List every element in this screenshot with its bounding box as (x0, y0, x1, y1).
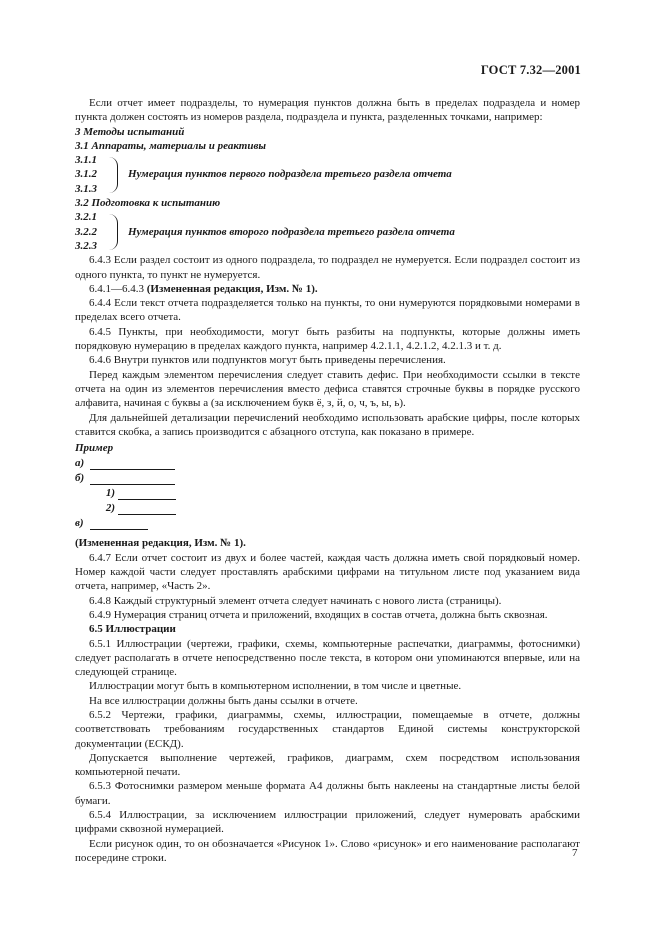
example-subsection-1-title: 3.1 Аппараты, материалы и реактивы (75, 139, 266, 152)
example-row-1 (75, 485, 580, 500)
section-6-5-heading: 6.5 Иллюстрации (89, 623, 176, 636)
paragraph-6-4-7: 6.4.7 Если отчет состоит из двух и более частей, каждая часть должна иметь свой порядковый номер. Номер каждой части следует проставлять арабскими цифрами на титульном листе под указанием вида отчета, например, «Часть 2». (75, 551, 580, 593)
paragraph-6-4-1-amendment (75, 282, 580, 296)
enum-letter: в) (75, 517, 84, 530)
example-row-v (75, 515, 580, 530)
brace-note: Нумерация пунктов первого подраздела третьего раздела отчета (128, 168, 452, 181)
example-section-title: 3 Методы испытаний (75, 125, 185, 138)
paragraph-6-5-2: 6.5.2 Чертежи, графики, диаграммы, схемы, иллюстрации, помещаемые в отчете, должны соответствовать требованиям государственных стандартов Единой системы конструкторской документации (ЕСКД). (75, 708, 580, 750)
page-number: 7 (572, 847, 578, 859)
paragraph-6-4-8: 6.4.8 Каждый структурный элемент отчета следует начинать с нового листа (страницы). (89, 594, 502, 607)
blank-line (90, 519, 148, 530)
item-number: 3.1.2 (75, 168, 97, 181)
brace-note: Нумерация пунктов второго подраздела третьего раздела отчета (128, 225, 455, 238)
enum-number: 1) (105, 487, 115, 500)
paragraph-defis: Перед каждым элементом перечисления следует ставить дефис. При необходимости ссылки в тексте отчета на один из элементов перечисления вместо дефиса ставятся строчные буквы в порядке русского алфавита, начиная с буквы а (за исключением букв ё, з, й, о, ч, ъ, ы, ь). (75, 368, 580, 410)
example-subsection-2-items (75, 210, 580, 253)
enum-number: 2) (105, 502, 115, 515)
paragraph-detail: Для дальнейшей детализации перечислений необходимо использовать арабские цифры, после которых ставится скобка, а запись производится с абзацного отступа, как показано в примере. (75, 411, 580, 438)
paragraph-6-4-3: 6.4.3 Если раздел состоит из одного подраздела, то подраздел не нумеруется. Если подраздел состоит из одного пункта, то пункт не нумеруется. (75, 254, 580, 281)
page-body (75, 96, 580, 865)
paragraph-6-5-1: 6.5.1 Иллюстрации (чертежи, графики, схемы, компьютерные распечатки, диаграммы, фотоснимки) следует располагать в отчете непосредственно после текста, в котором они упоминаются впервые, или на следующей странице. (75, 637, 580, 679)
item-number: 3.1.3 (75, 182, 97, 195)
paragraph-allowed: Допускается выполнение чертежей, графиков, диаграмм, схем посредством использования компьютерной печати. (75, 751, 580, 779)
brace (109, 214, 118, 250)
paragraph-6-4-4: 6.4.4 Если текст отчета подразделяется только на пункты, то они нумеруются порядковыми номерами в пределах всего отчета. (75, 297, 580, 324)
example-row-b (75, 470, 580, 485)
example-title: Пример (75, 442, 114, 455)
blank-line (118, 504, 176, 515)
paragraph-single-figure: Если рисунок один, то он обозначается «Рисунок 1». Слово «рисунок» и его наименование располагают посередине строки. (75, 837, 580, 864)
blank-line (90, 474, 175, 485)
paragraph-intro: Если отчет имеет подразделы, то нумерация пунктов должна быть в пределах подраздела и номер пункта должен состоять из номеров раздела, подраздела и пункта, разделенных точками, например: (75, 97, 580, 124)
example-row-2 (75, 500, 580, 515)
amendment-note: (Измененная редакция, Изм. № 1). (146, 282, 318, 295)
enum-letter: б) (75, 472, 85, 485)
paragraph-computer-illustrations: Иллюстрации могут быть в компьютерном исполнении, в том числе и цветные. (89, 680, 462, 693)
standard-header: ГОСТ 7.32—2001 (480, 63, 581, 77)
item-number: 3.2.3 (75, 239, 97, 252)
amendment-note-2: (Измененная редакция, Изм. № 1). (75, 537, 246, 550)
brace (109, 157, 118, 193)
paragraph-6-4-9: 6.4.9 Нумерация страниц отчета и приложений, входящих в состав отчета, должна быть сквозная. (89, 608, 548, 621)
example-row-a (75, 455, 580, 470)
blank-line (90, 459, 175, 470)
item-number: 3.2.1 (75, 211, 97, 224)
paragraph-6-4-5: 6.4.5 Пункты, при необходимости, могут быть разбиты на подпункты, которые должны иметь порядковую нумерацию в пределах каждого пункта, например 4.2.1.1, 4.2.1.2, 4.2.1.3 и т. д. (75, 325, 580, 353)
paragraph-references: На все иллюстрации должны быть даны ссылки в отчете. (89, 694, 358, 707)
paragraph-6-5-4: 6.5.4 Иллюстрации, за исключением иллюстрации приложений, следует нумеровать арабскими цифрами сквозной нумерацией. (75, 809, 580, 836)
paragraph-6-5-3: 6.5.3 Фотоснимки размером меньше формата А4 должны быть наклеены на стандартные листы белой бумаги. (75, 780, 580, 807)
example-subsection-1-items (75, 153, 580, 196)
paragraph-6-4-6: 6.4.6 Внутри пунктов или подпунктов могут быть приведены перечисления. (89, 354, 446, 367)
clause-range: 6.4.1—6.4.3 (89, 282, 147, 295)
enum-letter: а) (75, 457, 85, 470)
example-subsection-2-title: 3.2 Подготовка к испытанию (75, 197, 221, 210)
item-number: 3.2.2 (75, 225, 97, 238)
blank-line (118, 489, 176, 500)
item-number: 3.1.1 (75, 154, 97, 167)
